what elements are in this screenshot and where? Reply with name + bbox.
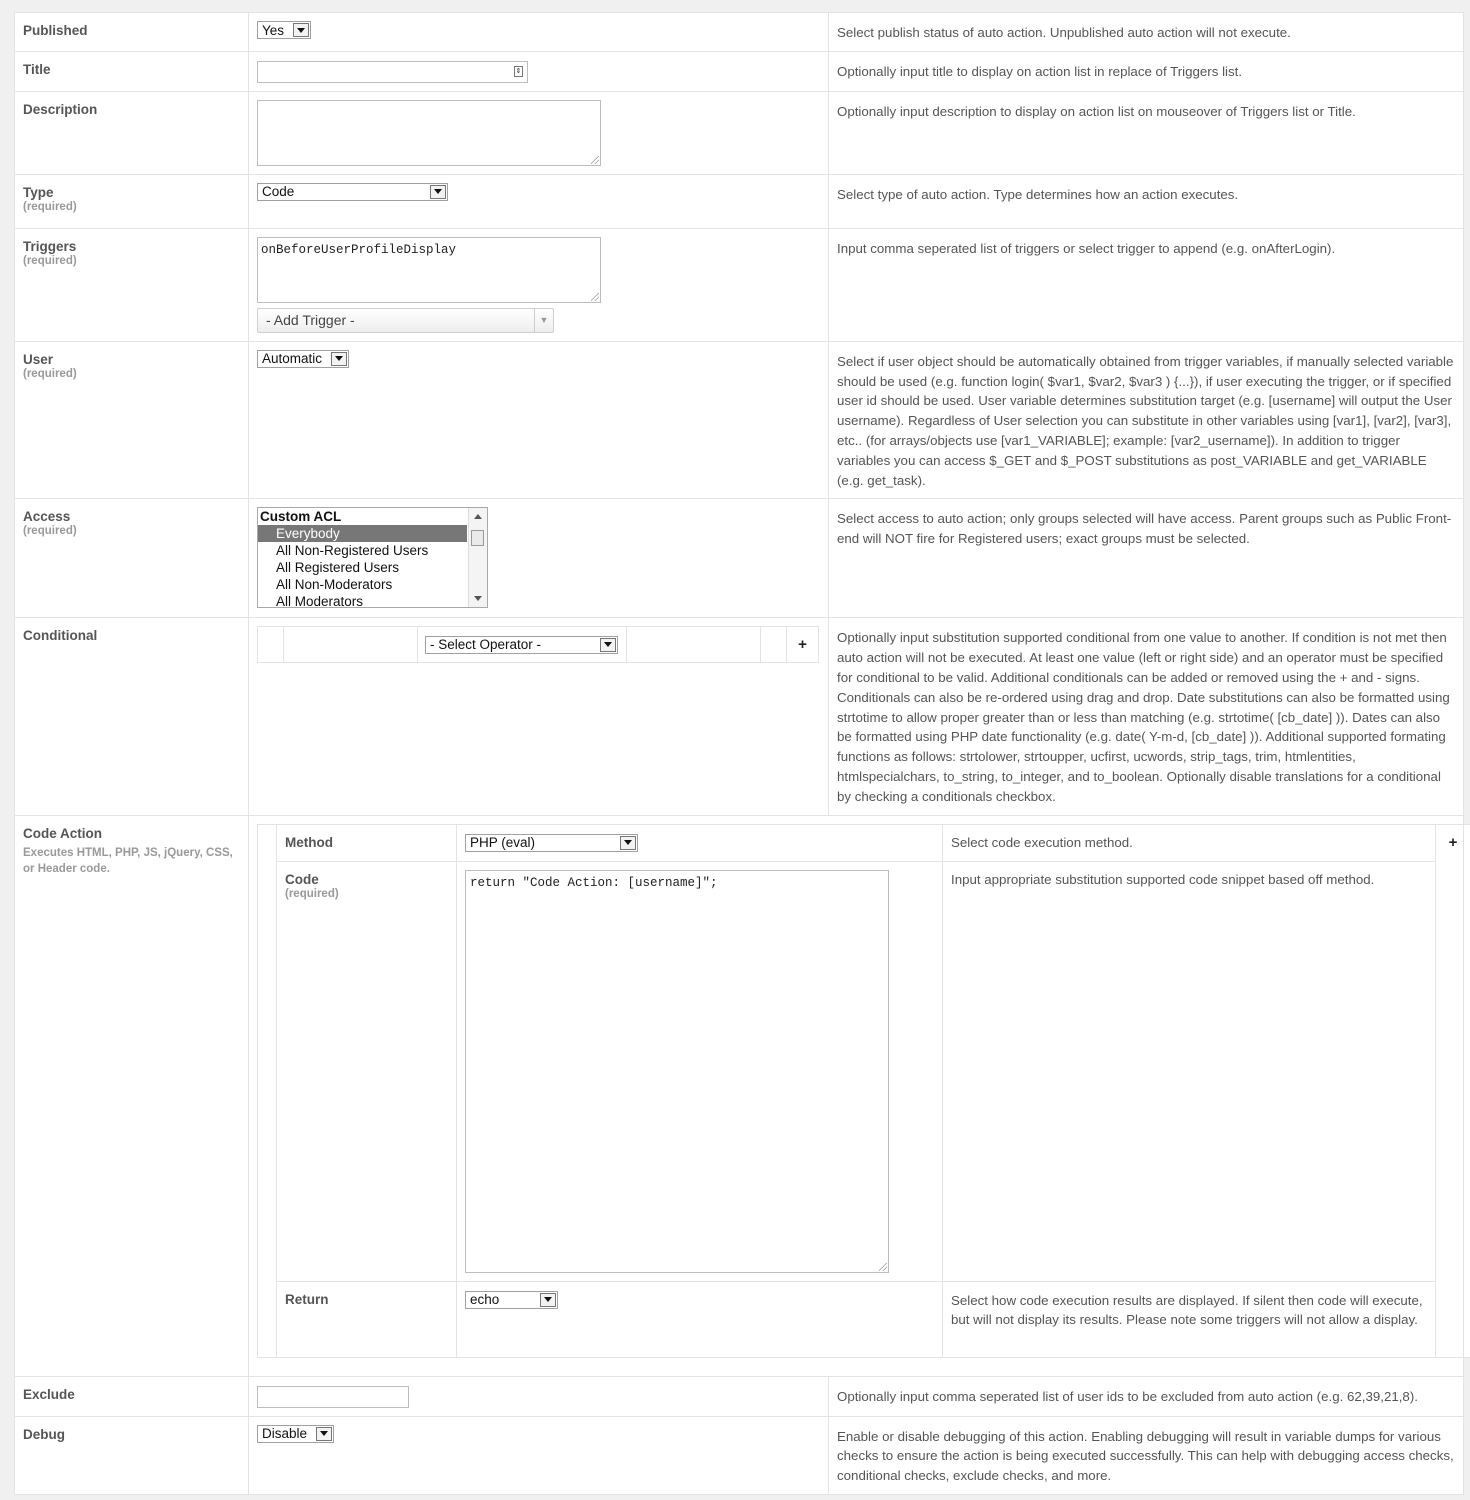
debug-select[interactable]: Disable xyxy=(257,1425,334,1443)
code-textarea[interactable]: return "Code Action: [username]"; xyxy=(465,870,889,1273)
row-user xyxy=(15,341,1464,499)
chevron-down-icon: ▼ xyxy=(534,309,553,332)
return-select[interactable]: echo xyxy=(465,1291,558,1309)
method-select[interactable]: PHP (eval) xyxy=(465,834,638,852)
published-select[interactable]: Yes xyxy=(257,21,311,39)
return-label: Return xyxy=(285,1291,329,1307)
acl-group-label: Custom ACL xyxy=(260,509,342,525)
code-label: Code xyxy=(285,871,319,887)
access-desc: Select access to auto action; only groups selected will have access. Parent groups such as Public Front-end will NOT fire for Registered users; exact groups must be selected. xyxy=(829,499,1464,618)
description-textarea[interactable] xyxy=(257,100,601,166)
resize-grip-icon[interactable] xyxy=(879,1263,887,1271)
row-type xyxy=(15,174,1464,228)
conditional-right-value[interactable] xyxy=(627,627,761,662)
resize-grip-icon[interactable] xyxy=(591,156,599,164)
user-required: (required) xyxy=(23,367,77,380)
row-description xyxy=(15,91,1464,174)
row-published xyxy=(15,13,1464,52)
scroll-thumb[interactable] xyxy=(471,530,484,546)
user-desc: Select if user object should be automatically obtained from trigger variables, if manually selected variable should be used (e.g. function login( $var1, $var2, $var3 ) {...}), if user executing the trigger, or if specified user id should be used. User variable determines substitution target (e.g. [username] will output the User username). Regardless of User selection you can substitute in other variables using [var1], [var2], [var3], etc.. (for arrays/objects use [var1_VARIABLE]; example: [var2_username]). In addition to trigger variables you can access $_GET and $_POST substitutions as post_VARIABLE and get_VARIABLE (e.g. get_task). xyxy=(829,341,1464,499)
chevron-down-icon xyxy=(293,23,309,37)
published-label: Published xyxy=(23,23,88,38)
row-code-action xyxy=(15,815,1464,1376)
row-conditional xyxy=(15,618,1464,815)
row-exclude xyxy=(15,1376,1464,1416)
conditional-translate-checkbox[interactable] xyxy=(761,627,787,662)
row-title xyxy=(15,51,1464,91)
description-label: Description xyxy=(23,101,98,117)
chevron-down-icon xyxy=(316,1427,332,1441)
acl-option[interactable]: All Non-Moderators xyxy=(276,577,393,593)
resize-grip-icon[interactable] xyxy=(591,293,599,301)
chevron-down-icon xyxy=(331,352,347,366)
published-desc: Select publish status of auto action. Unpublished auto action will not execute. xyxy=(829,13,1464,52)
conditional-desc: Optionally input substitution supported conditional from one value to another. If condition is not met then auto action will not be executed. At least one value (left or right side) and an operator must be specified for conditional to be valid. Additional conditionals can be added or removed using the + and - signs. Conditionals can also be re-ordered using drag and drop. Date substitutions can also be formatted using strtotime to allow proper greater than or less than matching (e.g. strtotime( [cb_date] )). Dates can also be formatted using PHP date functionality (e.g. date( Y-m-d, [cb_date] )). Additional supported formating functions as follows: strtolower, strtoupper, ucfirst, ucwords, strip_tags, trim, htmlentities, htmlspecialchars, to_string, to_integer, and to_boolean. Optionally disable translations for a conditional by checking a conditionals checkbox. xyxy=(829,618,1464,815)
access-multiselect[interactable] xyxy=(257,507,488,608)
code-desc: Input appropriate substitution supported code snippet based off method. xyxy=(943,861,1436,1281)
access-required: (required) xyxy=(23,525,77,538)
auto-action-form xyxy=(14,12,1464,1495)
row-access xyxy=(15,499,1464,618)
triggers-textarea[interactable]: onBeforeUserProfileDisplay xyxy=(257,237,601,303)
type-desc: Select type of auto action. Type determines how an action executes. xyxy=(829,174,1464,228)
triggers-label: Triggers xyxy=(23,238,77,254)
acl-option[interactable]: All Registered Users xyxy=(276,560,400,576)
row-triggers xyxy=(15,228,1464,341)
code-action-subtext: Executes HTML, PHP, JS, jQuery, CSS, or Header code. xyxy=(23,846,233,875)
conditional-handle[interactable] xyxy=(258,627,284,662)
add-trigger-select[interactable]: - Add Trigger - ▼ xyxy=(257,308,554,333)
acl-option[interactable]: All Moderators xyxy=(276,594,364,609)
code-action-drag-handle[interactable] xyxy=(258,824,277,1357)
type-required: (required) xyxy=(23,200,77,213)
add-code-action-button[interactable]: + xyxy=(1436,824,1470,1357)
chevron-down-icon xyxy=(620,836,636,850)
acl-option[interactable]: All Non-Registered Users xyxy=(276,543,429,559)
type-select[interactable]: Code xyxy=(257,183,448,201)
scrollbar[interactable] xyxy=(468,508,487,607)
user-label: User xyxy=(23,351,54,367)
method-desc: Select code execution method. xyxy=(943,824,1436,861)
type-label: Type xyxy=(23,184,54,200)
conditional-left-value[interactable] xyxy=(284,627,418,662)
chevron-down-icon xyxy=(540,1293,556,1307)
scroll-down-icon[interactable] xyxy=(474,596,482,601)
exclude-input[interactable] xyxy=(257,1386,409,1408)
conditional-label: Conditional xyxy=(23,628,98,644)
add-conditional-button[interactable]: + xyxy=(798,636,807,654)
method-label: Method xyxy=(285,834,333,850)
input-helper-icon: ⇕ xyxy=(515,67,522,75)
acl-option[interactable]: Everybody xyxy=(258,525,467,542)
scroll-up-icon[interactable] xyxy=(474,514,482,519)
row-debug xyxy=(15,1416,1464,1494)
description-desc: Optionally input description to display on action list on mouseover of Triggers list or Title. xyxy=(829,91,1464,174)
exclude-desc: Optionally input comma seperated list of user ids to be excluded from auto action (e.g. 62,39,21,8). xyxy=(829,1376,1464,1416)
debug-desc: Enable or disable debugging of this action. Enabling debugging will result in variable dumps for various checks to ensure the action is being executed successfully. This can help with debugging access checks, conditional checks, exclude checks, and more. xyxy=(829,1416,1464,1494)
code-action-label: Code Action xyxy=(23,825,102,841)
triggers-desc: Input comma seperated list of triggers or select trigger to append (e.g. onAfterLogin). xyxy=(829,228,1464,341)
chevron-down-icon xyxy=(600,638,616,652)
code-required: (required) xyxy=(285,887,339,900)
code-action-params xyxy=(257,824,1470,1358)
user-select[interactable]: Automatic xyxy=(257,350,349,368)
operator-select[interactable]: - Select Operator - xyxy=(425,636,618,654)
exclude-label: Exclude xyxy=(23,1386,75,1402)
return-desc: Select how code execution results are displayed. If silent then code will execute, but will not display its results. Please note some triggers will not allow a display. xyxy=(943,1281,1436,1357)
chevron-down-icon xyxy=(430,185,446,199)
title-desc: Optionally input title to display on action list in replace of Triggers list. xyxy=(829,51,1464,91)
triggers-required: (required) xyxy=(23,254,77,267)
debug-label: Debug xyxy=(23,1426,65,1442)
access-label: Access xyxy=(23,509,71,525)
conditional-row xyxy=(257,626,819,663)
title-label: Title xyxy=(23,61,51,77)
title-input[interactable] xyxy=(257,61,528,83)
